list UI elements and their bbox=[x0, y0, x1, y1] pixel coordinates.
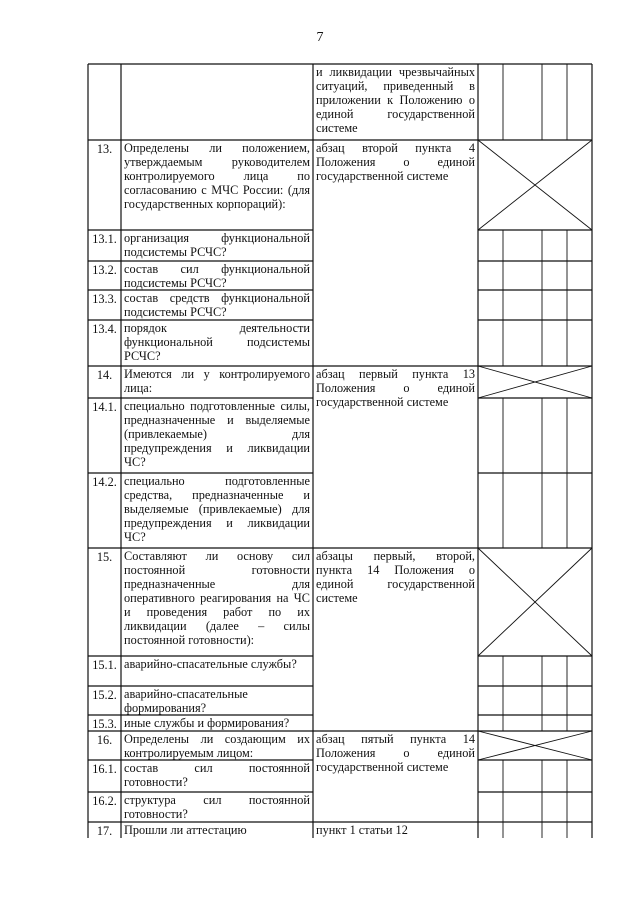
requirement-13: абзац второй пункта 4 Положения о единой государственной системе bbox=[316, 141, 475, 183]
question-15: Составляют ли основу сил постоянной готовности предназначенные для оперативного реагирования на ЧС и проведения работ по их ликвидации (далее – силы постоянной готовности): bbox=[124, 549, 310, 647]
requirement-cont: и ликвидации чрезвычайных ситуаций, приведенный в приложении к Положению о единой государственной системе bbox=[316, 65, 475, 135]
row-number-14-1: 14.1. bbox=[92, 400, 117, 414]
question-16-1: состав сил постоянной готовности? bbox=[124, 761, 310, 789]
row-number-13-3: 13.3. bbox=[92, 292, 117, 306]
question-15-1: аварийно-спасательные службы? bbox=[124, 657, 297, 671]
row-number-16-1: 16.1. bbox=[92, 762, 117, 776]
row-number-14-2: 14.2. bbox=[92, 475, 117, 489]
question-13-3: состав средств функциональной подсистемы РСЧС? bbox=[124, 291, 310, 319]
row-number-13-4: 13.4. bbox=[92, 322, 117, 336]
row-number-15-1: 15.1. bbox=[92, 658, 117, 672]
question-14: Имеются ли у контролируемого лица: bbox=[124, 367, 310, 395]
question-13-2: состав сил функциональной подсистемы РСЧС? bbox=[124, 262, 310, 290]
question-15-2: аварийно-спасательные формирования? bbox=[124, 687, 248, 715]
row-number-15-2: 15.2. bbox=[92, 688, 117, 702]
question-16-2: структура сил постоянной готовности? bbox=[124, 793, 310, 821]
row-number-13-2: 13.2. bbox=[92, 263, 117, 277]
requirement-17: пункт 1 статьи 12 bbox=[316, 823, 408, 837]
row-number-14: 14. bbox=[96, 368, 113, 382]
question-17: Прошли ли аттестацию bbox=[124, 823, 247, 837]
row-number-15: 15. bbox=[96, 550, 113, 564]
row-number-15-3: 15.3. bbox=[92, 717, 117, 731]
row-number-13: 13. bbox=[96, 142, 113, 156]
row-number-16-2: 16.2. bbox=[92, 794, 117, 808]
row-number-13-1: 13.1. bbox=[92, 232, 117, 246]
question-13: Определены ли положением, утверждаемым руководителем контролируемого лица по согласованию с МЧС России: (для государственных корпораций): bbox=[124, 141, 310, 211]
question-14-2: специально подготовленные средства, предназначенные и выделяемые (привлекаемые) для предупреждения и ликвидации ЧС? bbox=[124, 474, 310, 544]
requirement-14: абзац первый пункта 13 Положения о единой государственной системе bbox=[316, 367, 475, 409]
page-number: 7 bbox=[316, 30, 324, 45]
question-13-1: организация функциональной подсистемы РСЧС? bbox=[124, 231, 310, 259]
question-16: Определены ли создающим их контролируемым лицом: bbox=[124, 732, 310, 760]
question-14-1: специально подготовленные силы, предназначенные и выделяемые (привлекаемые) для предупреждения и ликвидации ЧС? bbox=[124, 399, 310, 469]
requirement-16: абзац пятый пункта 14 Положения о единой государственной системе bbox=[316, 732, 475, 774]
requirement-15: абзацы первый, второй, пункта 14 Положения о единой государственной системе bbox=[316, 549, 475, 605]
row-number-16: 16. bbox=[96, 733, 113, 747]
question-13-4: порядок деятельности функциональной подсистемы РСЧС? bbox=[124, 321, 310, 363]
row-number-17: 17. bbox=[96, 824, 113, 838]
question-15-3: иные службы и формирования? bbox=[124, 716, 290, 730]
